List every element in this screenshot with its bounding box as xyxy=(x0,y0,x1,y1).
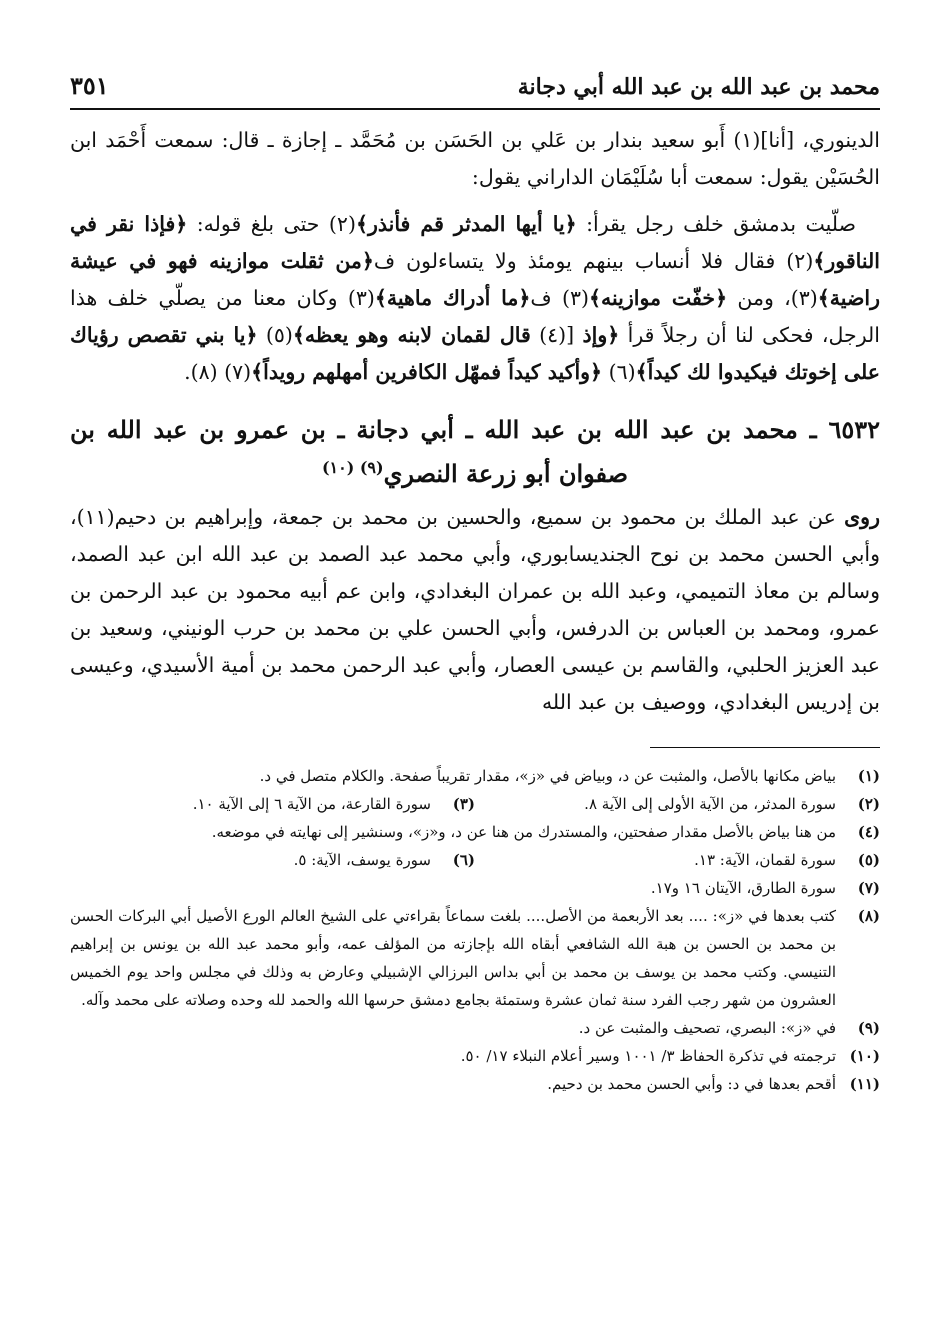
footnote-pair xyxy=(70,846,880,874)
footnote-number: (١١) xyxy=(849,1075,880,1093)
footnote-number: (٥) xyxy=(857,851,880,869)
page-number: ٣٥١ xyxy=(70,71,109,100)
footnote-number: (١٠) xyxy=(849,1047,880,1065)
footnote-number: (٨) xyxy=(857,907,880,925)
paragraph-biography xyxy=(70,499,880,721)
footnote-number: (٣) xyxy=(452,795,475,813)
text-run: (٢) حتى بلغ قوله: xyxy=(187,212,356,236)
footnote xyxy=(70,1042,880,1070)
footnote xyxy=(70,1014,880,1042)
text-run: (٣) ف xyxy=(530,286,589,310)
quran-quote: قال لقمان لابنه وهو يعظه﴾ xyxy=(292,323,531,347)
quran-quote: ﴿فإذا نقر في الناقور﴾ xyxy=(70,212,880,273)
footnote xyxy=(70,902,880,1014)
rawa-lead: روى xyxy=(844,505,880,529)
footnotes xyxy=(70,762,880,1098)
footnote xyxy=(70,762,880,790)
book-page xyxy=(70,60,880,1098)
text-run: (٥) xyxy=(257,323,293,347)
footnote-text: ترجمته في تذكرة الحفاظ ٣/ ١٠٠١ وسير أعلام النبلاء ١٧/ ٥٠. xyxy=(460,1047,836,1065)
footnote-number: (١) xyxy=(857,767,880,785)
footnote-text: بياض مكانها بالأصل، والمثبت عن د، وبياض في «ز»، مقدار تقريباً صفحة. والكلام متصل في د. xyxy=(259,767,836,785)
footnote-number: (٦) xyxy=(452,851,475,869)
text-run: (٢) فقال فلا أنساب بينهم يومئذ ولا يتساءلون ف xyxy=(373,249,814,273)
text-run: (٣)، ومن xyxy=(727,286,818,310)
entry-title: ـ محمد بن عبد الله بن عبد الله ـ أبي دجانة ـ بن عمرو بن عبد الله بن صفوان أبو زرعة النصري xyxy=(70,415,829,488)
text-run: (٧) (٨). xyxy=(184,360,252,384)
quran-quote: ﴿من ثقلت موازينه فهو في عيشة راضية﴾ xyxy=(70,249,880,310)
quran-quote: ﴿يا بني تقصص رؤياك على إخوتك فيكيدوا لك كيداً﴾ xyxy=(70,323,880,384)
footnote xyxy=(475,790,880,818)
footnote-pair xyxy=(70,790,880,818)
footnote-text: سورة المدثر، من الآية الأولى إلى الآية ٨. xyxy=(584,795,836,813)
paragraph-narration xyxy=(70,206,880,391)
footnote xyxy=(70,818,880,846)
footnote-text: أقحم بعدها في د: وأبي الحسن محمد بن دحيم. xyxy=(547,1075,836,1093)
biography-text: عن عبد الملك بن محمود بن سميع، والحسين بن محمد بن جمعة، وإبراهيم بن دحيم(١١)، وأبي الحسن محمد بن نوح الجنديسابوري، وأبي محمد عبد الصمد بن عبد الله ابن عبد الصمد، وسالم بن معاذ التميمي، وعبد الله بن عمران البغدادي، وابن عم أبيه محمود بن عبد الرحمن بن عمرو، ومحمد بن العباس بن الدرفس، وأبي الحسن علي بن محمد بن حرب الونيني، وسعيد بن عبد العزيز الحلبي، والقاسم بن عيسى العصار، وأبي عبد الرحمن محمد بن أمية الأسيدي، وعيسى بن إدريس البغدادي، ووصيف بن عبد الله xyxy=(70,505,880,714)
footnote xyxy=(70,1070,880,1098)
text-run: (٣) وكان معنا من يصلّي خلف هذا الرجل، فحكى لنا أن رجلاً قرأ xyxy=(70,286,880,347)
footnote xyxy=(70,846,475,874)
footnote xyxy=(70,874,880,902)
quran-quote: ﴿ما أدراك ماهية﴾ xyxy=(374,286,531,310)
text-run: [(٤) xyxy=(530,323,583,347)
text-run: (٦) xyxy=(602,360,636,384)
running-head xyxy=(70,60,880,100)
text-run: صلّيت بدمشق خلف رجل يقرأ: xyxy=(576,212,856,236)
footnote xyxy=(475,846,880,874)
header-rule xyxy=(70,108,880,110)
quran-quote: ﴿خفّت موازينه﴾ xyxy=(588,286,728,310)
footnote-text: سورة الطارق، الآيتان ١٦ و١٧. xyxy=(650,879,836,897)
footnote-text: سورة يوسف، الآية: ٥. xyxy=(293,851,431,869)
footnote xyxy=(70,790,475,818)
entry-heading xyxy=(70,411,880,493)
footnote-text: من هنا بياض بالأصل مقدار صفحتين، والمستدرك من هنا عن د، و«ز»، وسنشير إلى نهايته في موضعه. xyxy=(211,823,836,841)
footnote-text: في «ز»: البصري، تصحيف والمثبت عن د. xyxy=(578,1019,836,1037)
footnote-text: كتب بعدها في «ز»: .... بعد الأربعمة من الأصل.... بلغت سماعاً بقراءتي على الشيخ العالم الورع الأصيل أبي البركات الحسن بن محمد بن الحسن بن هبة الله الشافعي أبقاه الله بإجازته من المؤلف عمه، وأبو محمد عبد الله بن يونس بن إبراهيم التنيسي. وكتب محمد بن يوسف بن محمد بن أبي بداس البرزالي الإشبيلي وعارض به وذلك في مجلس واحد يوم الخميس العشرون من شهر رجب الفرد سنة ثمان عشرة وستمئة بجامع دمشق حرسها الله والحمد لله وحده وصلاته على محمد وآله. xyxy=(70,907,836,1009)
footnote-number: (٩) xyxy=(857,1019,880,1037)
quran-quote: ﴿وأكيد كيداً فمهّل الكافرين أمهلهم رويداً﴾ xyxy=(251,360,603,384)
footnote-number: (٧) xyxy=(857,879,880,897)
footnote-text: سورة القارعة، من الآية ٦ إلى الآية ١٠. xyxy=(192,795,431,813)
footnote-rule xyxy=(650,747,880,748)
entry-refs: (٩) (١٠) xyxy=(321,458,384,477)
running-title: محمد بن عبد الله بن عبد الله أبي دجانة xyxy=(517,74,880,100)
footnote-number: (٤) xyxy=(857,823,880,841)
footnote-number: (٢) xyxy=(857,795,880,813)
quran-quote: ﴿وإذ xyxy=(582,323,620,347)
paragraph-isnad: الدينوري، [أنا](١) أَبو سعيد بندار بن عَلي بن الحَسَن بن مُحَمَّد ـ إجازة ـ قال: سمعت أَحْمَد ابن الحُسَيْن يقول: سمعت أبا سُلَيْمَان الداراني يقول: xyxy=(70,128,881,189)
entry-number: ٦٥٣٢ xyxy=(828,415,880,444)
footnote-text: سورة لقمان، الآية: ١٣. xyxy=(694,851,836,869)
quran-quote: ﴿يا أيها المدثر قم فأنذر﴾ xyxy=(355,212,577,236)
